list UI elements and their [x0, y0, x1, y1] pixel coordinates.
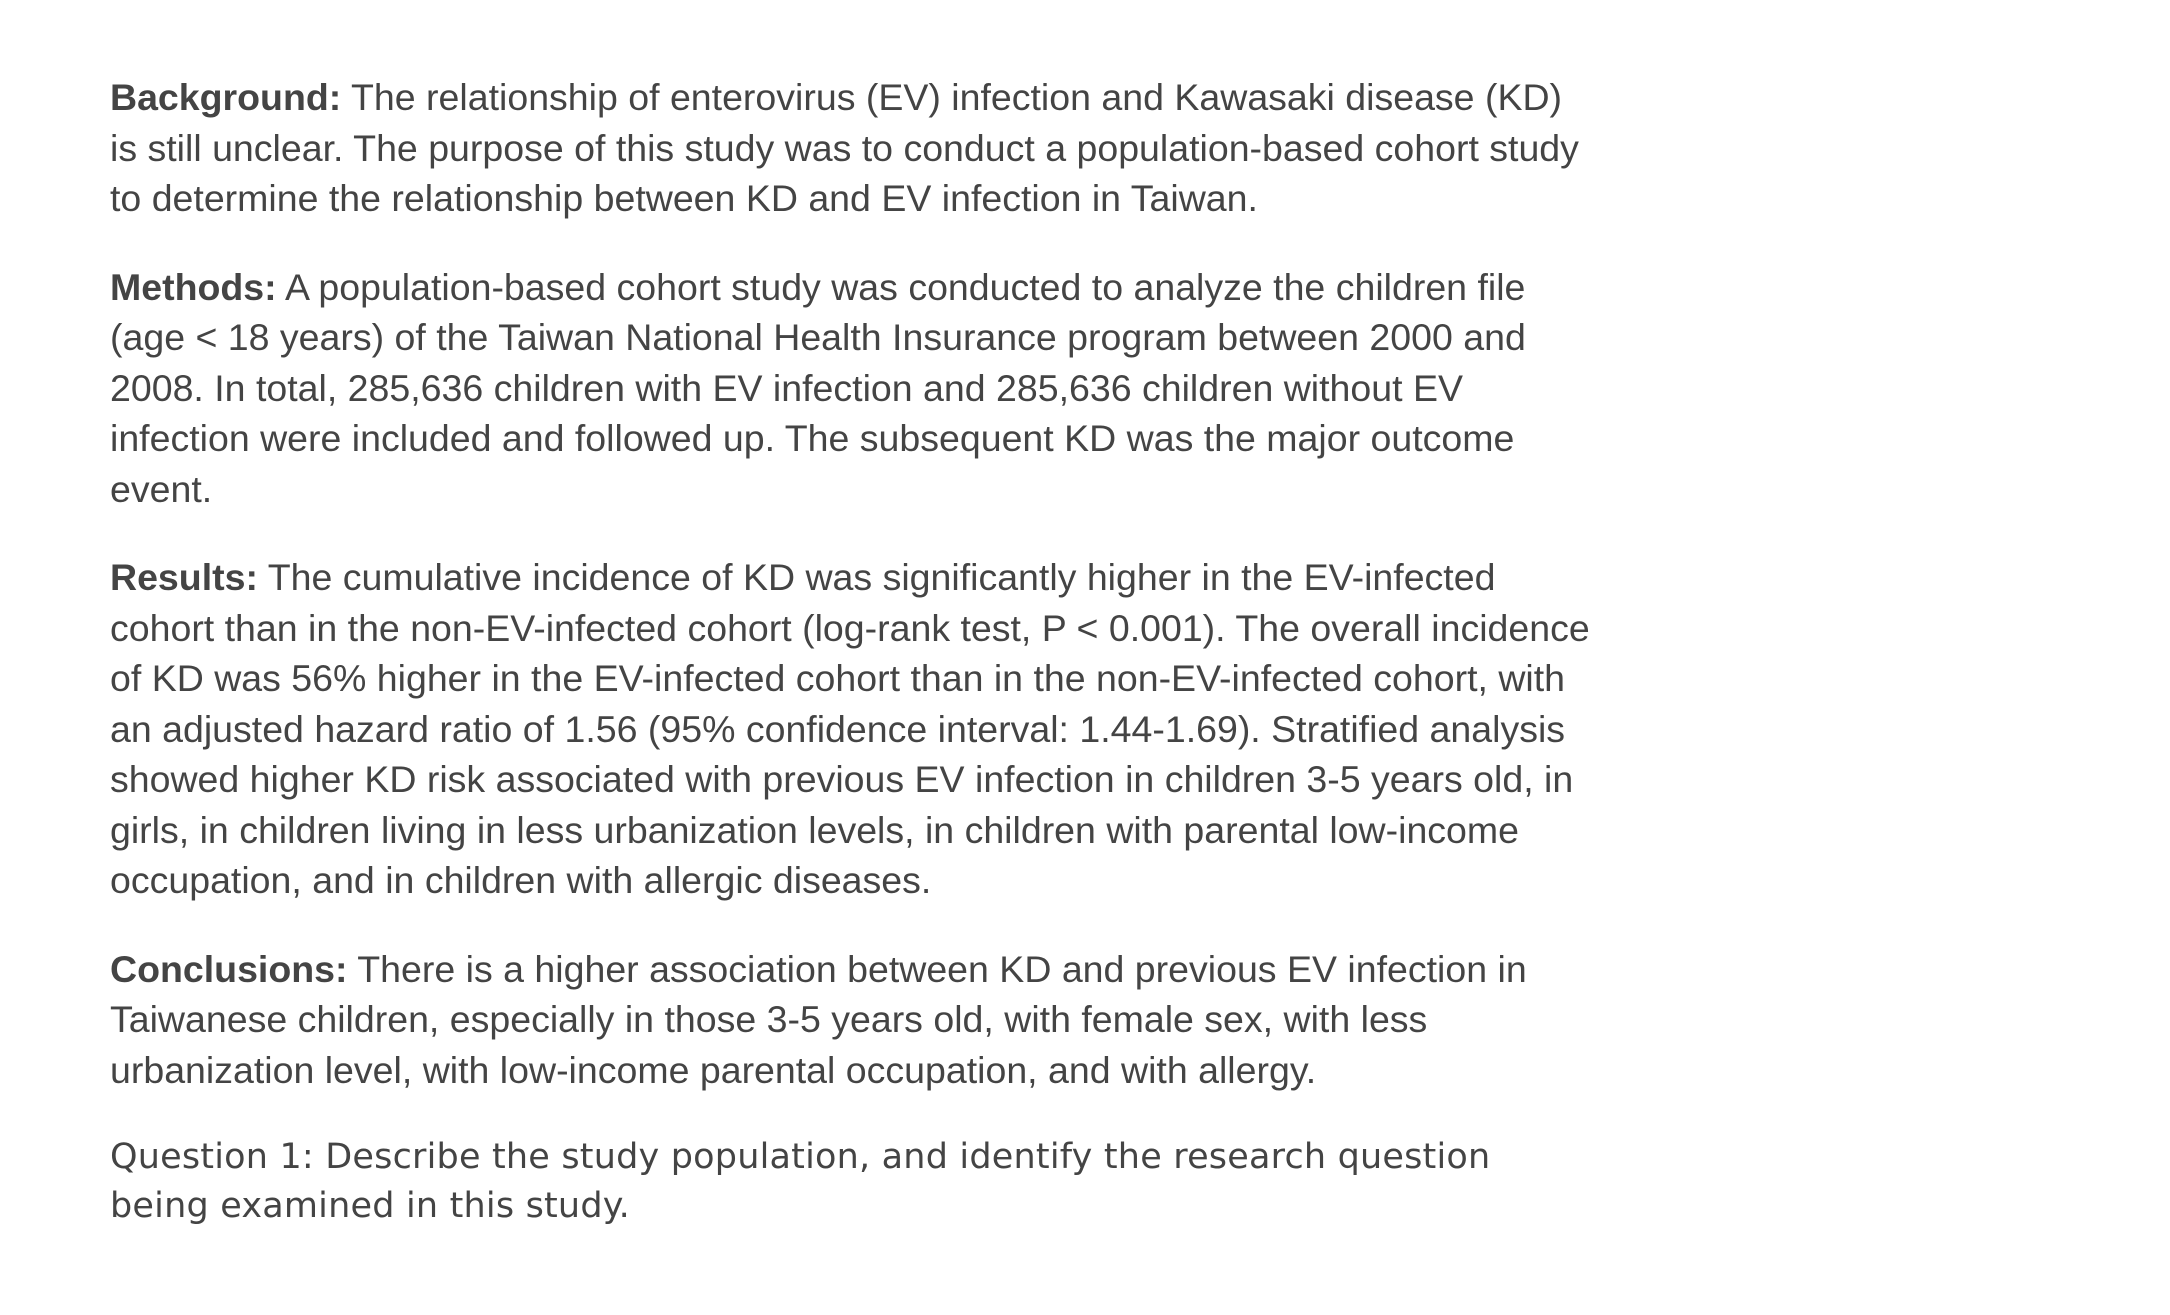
methods-heading: Methods:: [110, 265, 277, 308]
question-1: Question 1: Describe the study population, and identify the research question being examined in this study.: [110, 1137, 1491, 1226]
conclusions-paragraph: [110, 944, 1590, 1096]
results-heading: Results:: [110, 556, 258, 598]
document-page: [110, 72, 1590, 1231]
background-heading: Background:: [110, 76, 342, 118]
background-text: The relationship of enterovirus (EV) infection and Kawasaki disease (KD) is still unclear. The purpose of this study was to conduct a population-based cohort study to determine the relationship between KD and EV infection in Taiwan.: [110, 76, 1579, 219]
background-paragraph: [110, 72, 1590, 224]
methods-paragraph: [110, 262, 1590, 515]
conclusions-text: There is a higher association between KD and previous EV infection in Taiwanese children, especially in those 3-5 years old, with female sex, with less urbanization level, with low-income parental occupation, and with allergy.: [110, 947, 1527, 1091]
results-text: The cumulative incidence of KD was significantly higher in the EV-infected cohort than in the non-EV-infected cohort (log-rank test, P < 0.001). The overall incidence of KD was 56% higher in the EV-infected cohort than in the non-EV-infected cohort, with an adjusted hazard ratio of 1.56 (95% confidence interval: 1.44-1.69). Stratified analysis showed higher KD risk associated with previous EV infection in children 3-5 years old, in girls, in children living in less urbanization levels, in children with parental low-income occupation, and in children with allergic diseases.: [110, 556, 1590, 901]
methods-text: A population-based cohort study was conducted to analyze the children file (age < 18 years) of the Taiwan National Health Insurance program between 2000 and 2008. In total, 285,636 children with EV infection and 285,636 children without EV infection were included and followed up. The subsequent KD was the major outcome event.: [110, 265, 1526, 510]
conclusions-heading: Conclusions:: [110, 947, 348, 990]
results-paragraph: [110, 552, 1590, 906]
